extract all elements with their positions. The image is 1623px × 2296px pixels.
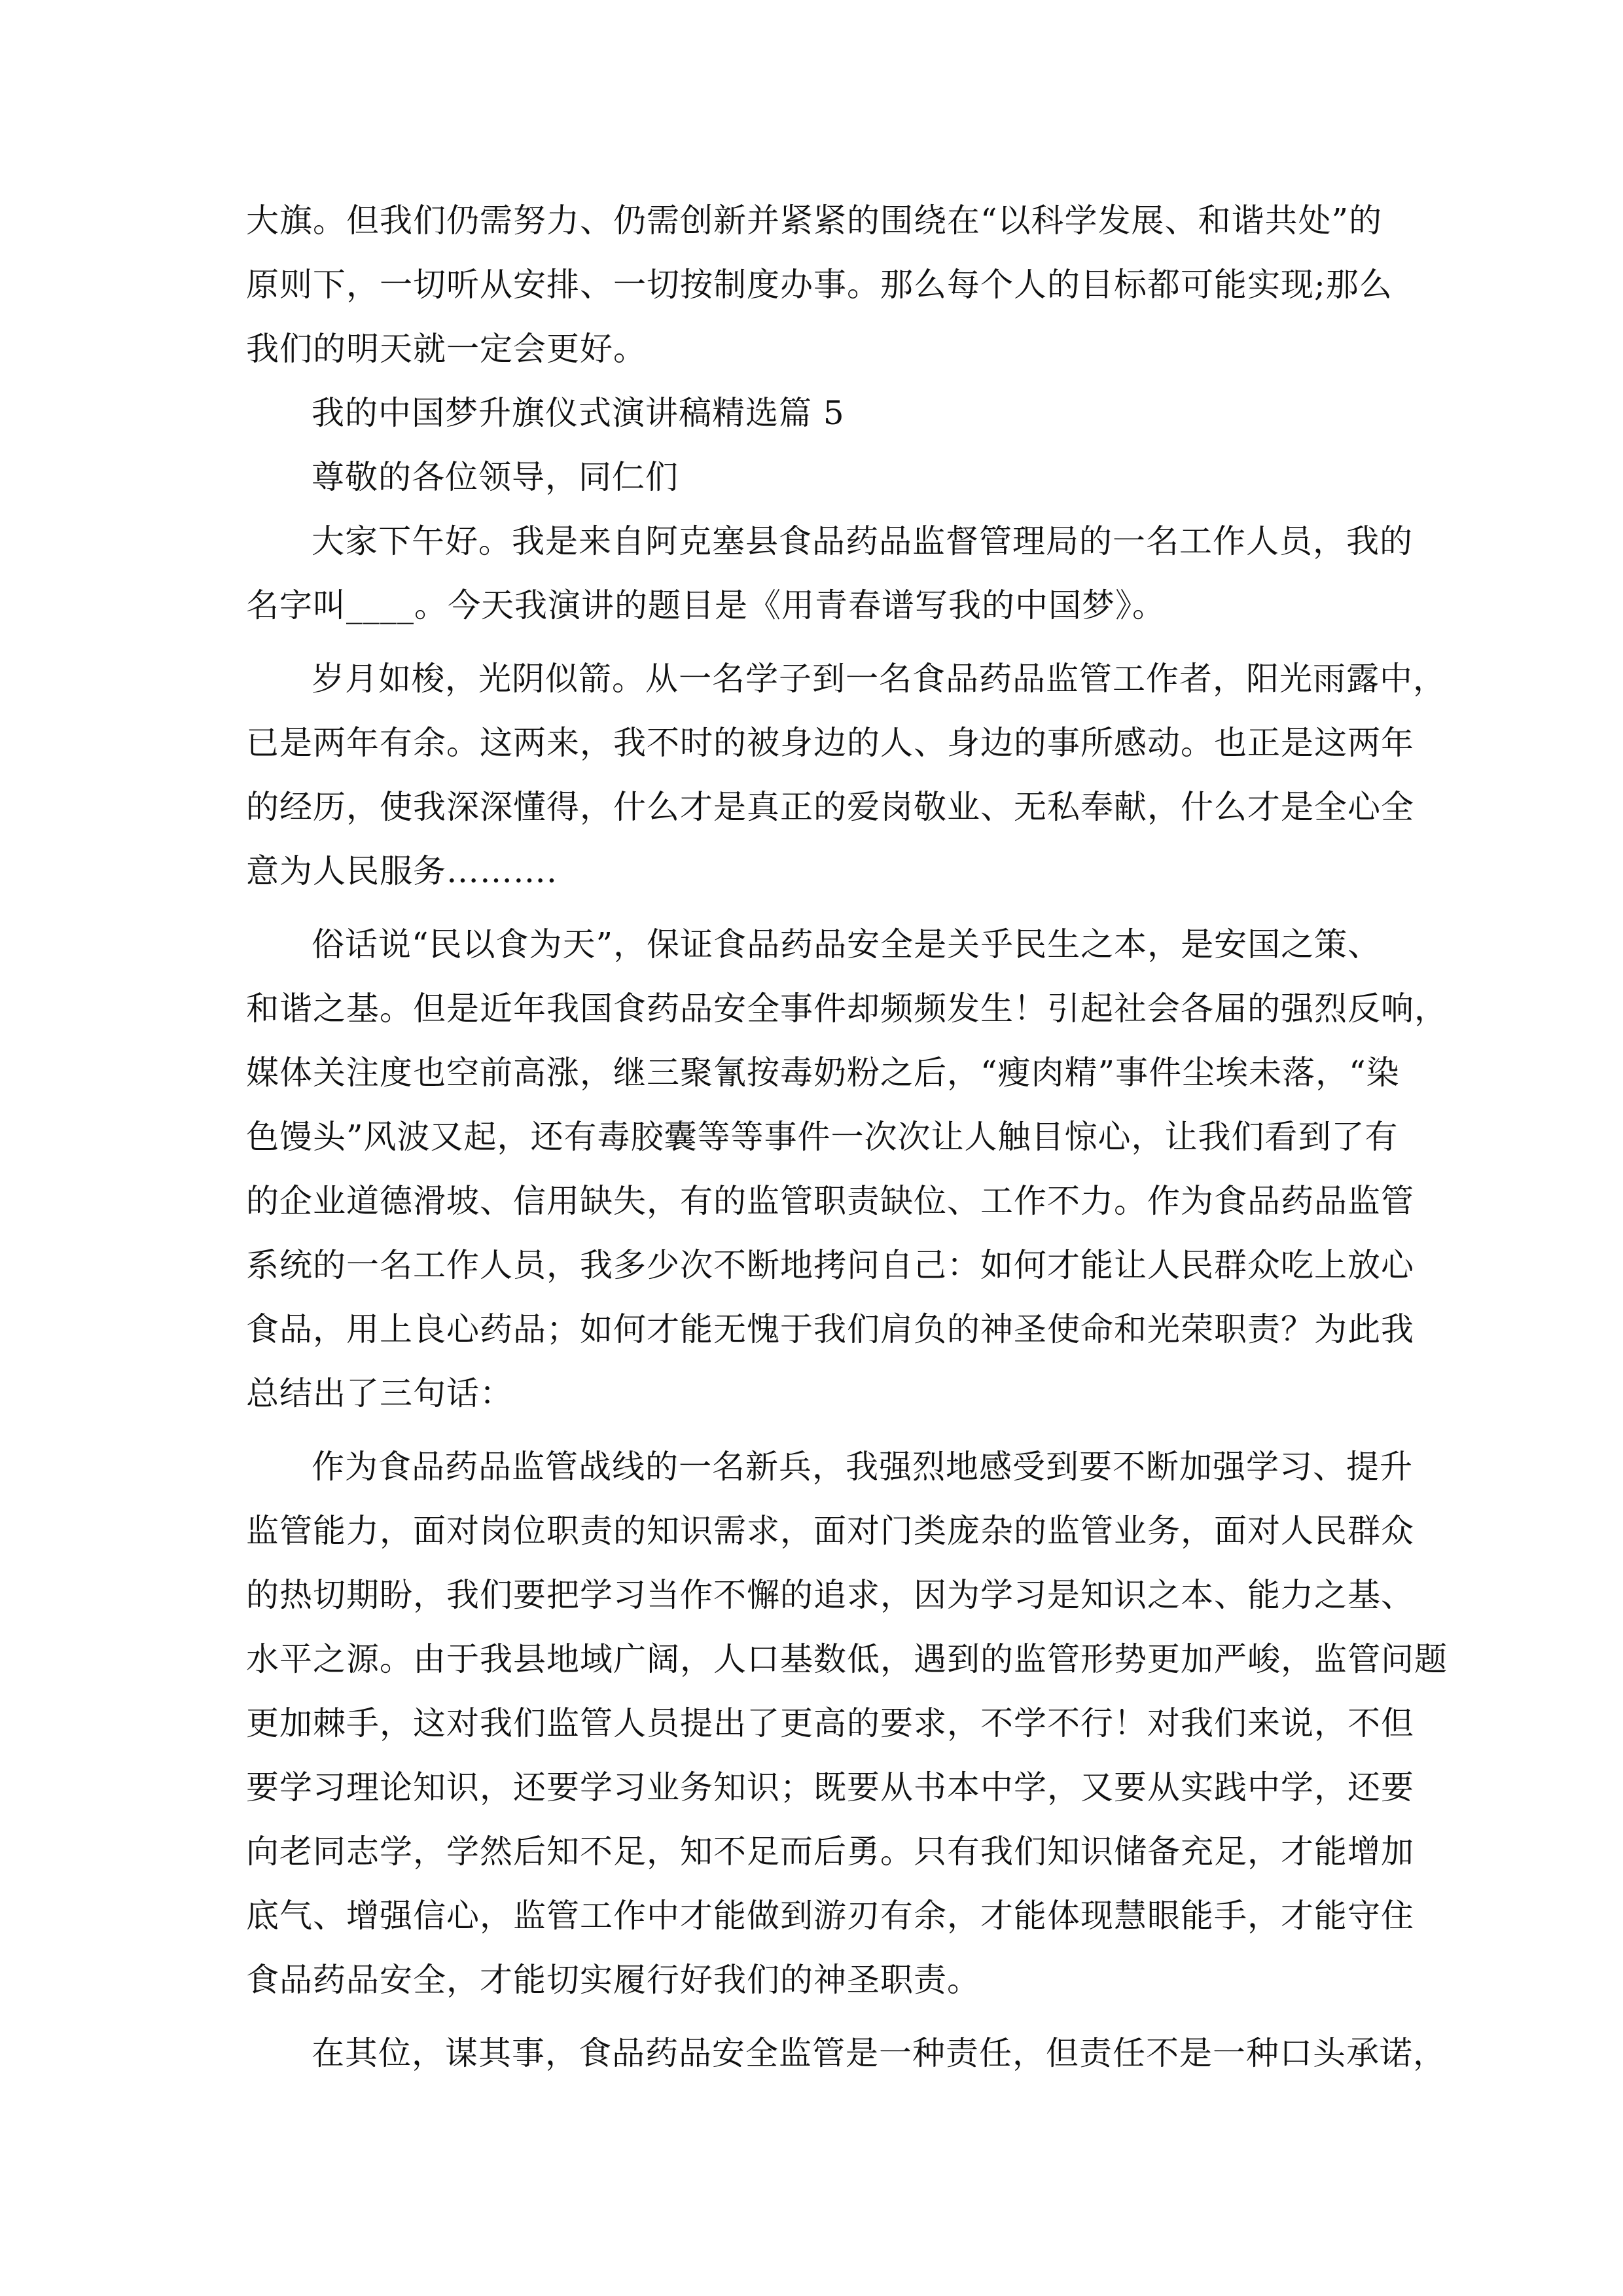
text-line: 岁月如梭，光阴似箭。从一名学子到一名食品药品监管工作者，阳光雨露中， bbox=[312, 660, 1446, 698]
text-line: 更加棘手，这对我们监管人员提出了更高的要求，不学不行！对我们来说，不但 bbox=[246, 1704, 1414, 1742]
text-line: 总结出了三句话： bbox=[246, 1374, 513, 1412]
text-line: 和谐之基。但是近年我国食药品安全事件却频频发生！引起社会各届的强烈反响， bbox=[246, 990, 1448, 1028]
text-line: 名字叫____。今天我演讲的题目是《用青春谱写我的中国梦》。 bbox=[246, 586, 1166, 624]
text-line: 我们的明天就一定会更好。 bbox=[246, 330, 647, 368]
text-line: 大旗。但我们仍需努力、仍需创新并紧紧的围绕在“以科学发展、和谐共处”的 bbox=[246, 202, 1383, 240]
text-line: 要学习理论知识，还要学习业务知识；既要从书本中学，又要从实践中学，还要 bbox=[246, 1768, 1414, 1806]
text-line: 向老同志学，学然后知不足，知不足而后勇。只有我们知识储备充足，才能增加 bbox=[246, 1833, 1414, 1871]
text-line: 食品药品安全，才能切实履行好我们的神圣职责。 bbox=[246, 1961, 980, 1999]
text-line: 作为食品药品监管战线的一名新兵，我强烈地感受到要不断加强学习、提升 bbox=[312, 1448, 1413, 1486]
text-line: 系统的一名工作人员，我多少次不断地拷问自己：如何才能让人民群众吃上放心 bbox=[246, 1246, 1414, 1284]
text-line: 的企业道德滑坡、信用缺失，有的监管职责缺位、工作不力。作为食品药品监管 bbox=[246, 1182, 1414, 1220]
text-line: 在其位，谋其事，食品药品安全监管是一种责任，但责任不是一种口头承诺， bbox=[312, 2034, 1446, 2072]
text-line: 俗话说“民以食为天”，保证食品药品安全是关乎民生之本，是安国之策、 bbox=[312, 925, 1382, 963]
text-line: 色馒头”风波又起，还有毒胶囊等等事件一次次让人触目惊心，让我们看到了有 bbox=[246, 1118, 1399, 1156]
section-heading: 我的中国梦升旗仪式演讲稿精选篇 5 bbox=[312, 394, 845, 432]
text-line: 底气、增强信心，监管工作中才能做到游刃有余，才能体现慧眼能手，才能守住 bbox=[246, 1897, 1414, 1935]
text-line: 大家下午好。我是来自阿克塞县食品药品监督管理局的一名工作人员，我的 bbox=[312, 522, 1413, 560]
text-line: 食品，用上良心药品；如何才能无愧于我们肩负的神圣使命和光荣职责？为此我 bbox=[246, 1310, 1414, 1348]
salutation: 尊敬的各位领导，同仁们 bbox=[312, 458, 679, 496]
text-line: 水平之源。由于我县地域广阔，人口基数低，遇到的监管形势更加严峻，监管问题 bbox=[246, 1640, 1448, 1678]
text-line: 的热切期盼，我们要把学习当作不懈的追求，因为学习是知识之本、能力之基、 bbox=[246, 1576, 1414, 1614]
text-line: 已是两年有余。这两来，我不时的被身边的人、身边的事所感动。也正是这两年 bbox=[246, 724, 1414, 762]
document-page bbox=[246, 188, 1448, 2085]
text-line: 监管能力，面对岗位职责的知识需求，面对门类庞杂的监管业务，面对人民群众 bbox=[246, 1512, 1414, 1550]
text-line: 原则下，一切听从安排、一切按制度办事。那么每个人的目标都可能实现;那么 bbox=[246, 266, 1393, 304]
text-line: 媒体关注度也空前高涨，继三聚氰按毒奶粉之后，“瘦肉精”事件尘埃未落，“染 bbox=[246, 1054, 1400, 1092]
text-line: 的经历，使我深深懂得，什么才是真正的爱岗敬业、无私奉献，什么才是全心全 bbox=[246, 788, 1414, 826]
text-line: 意为人民服务………. bbox=[246, 852, 558, 890]
